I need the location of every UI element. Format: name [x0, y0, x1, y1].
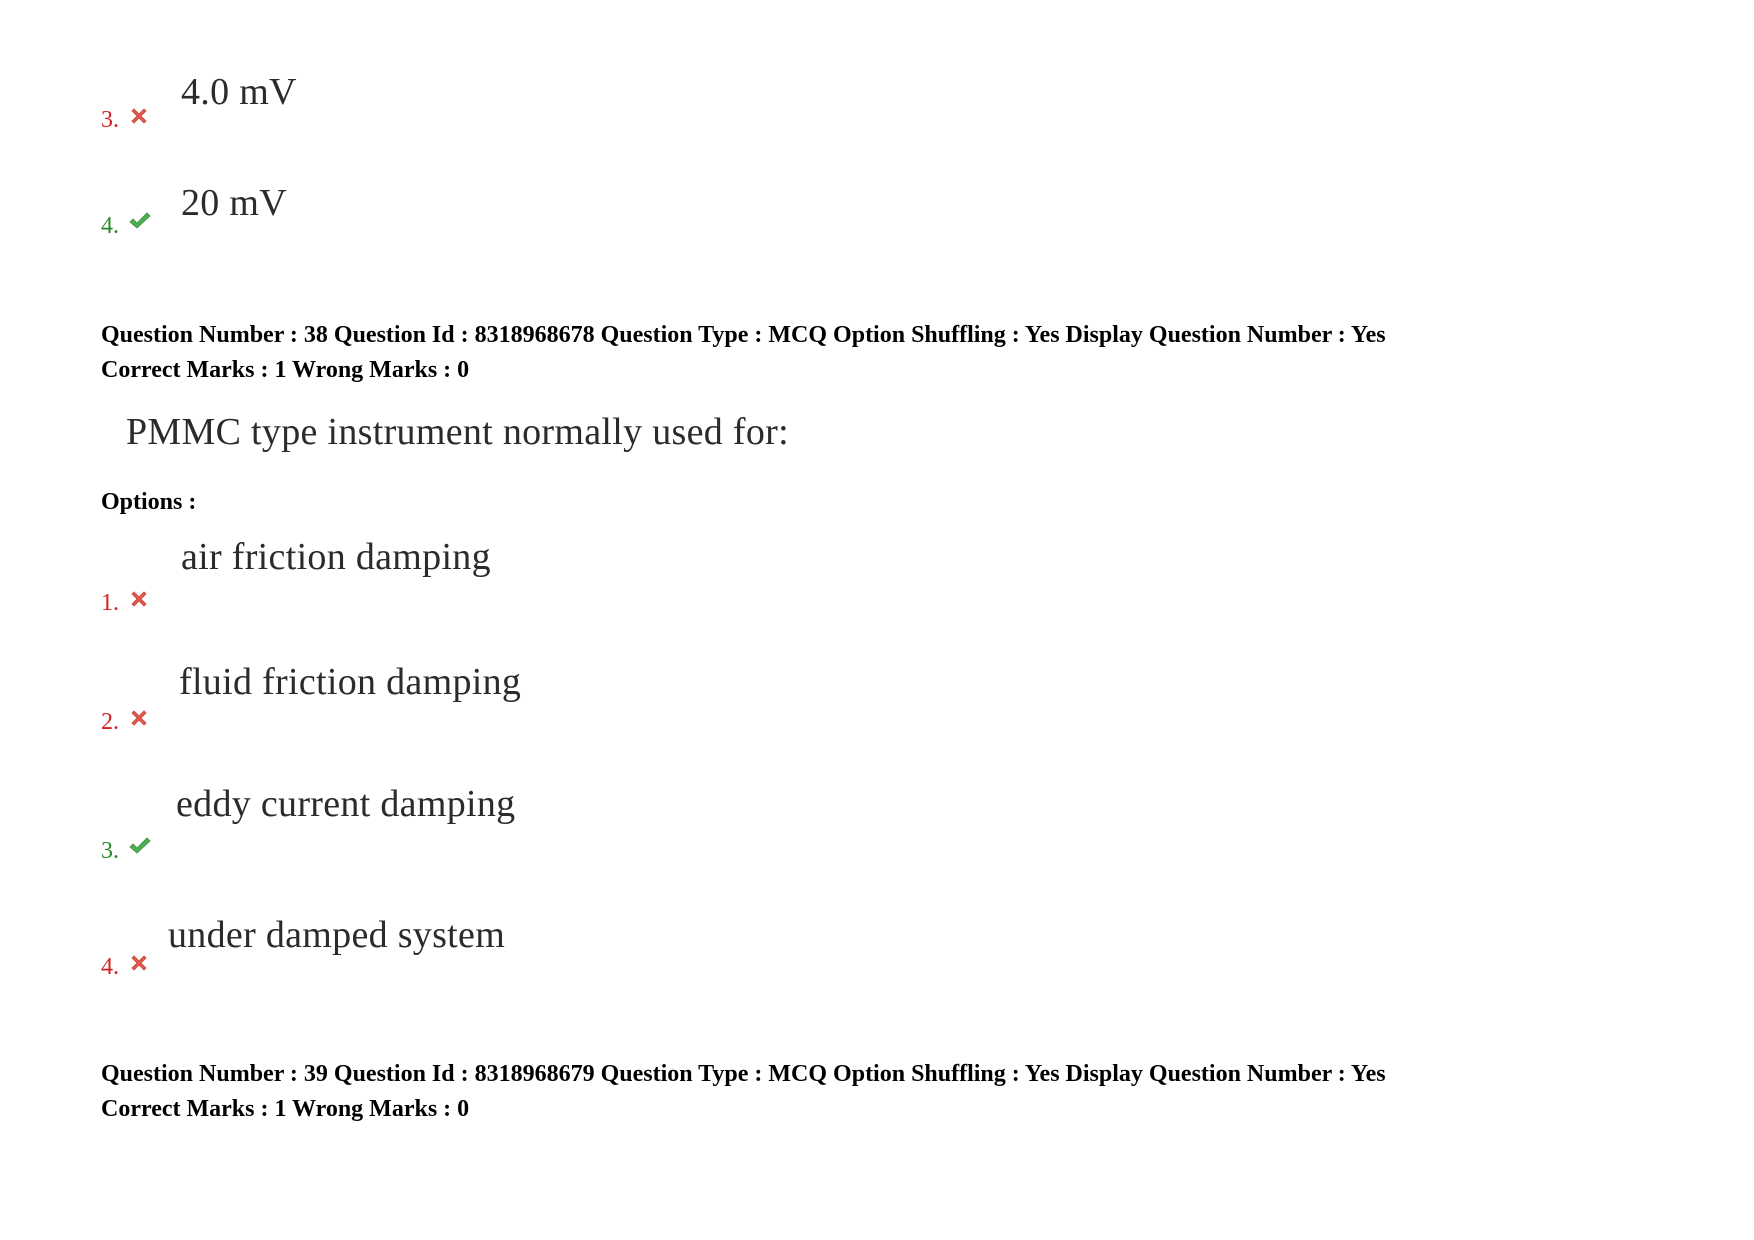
question-marks-line: Correct Marks : 1 Wrong Marks : 0 [101, 1096, 470, 1122]
check-icon [127, 209, 151, 233]
option-number: 3. [101, 838, 119, 864]
option-number: 3. [101, 107, 119, 133]
option-number: 4. [101, 213, 119, 239]
option-number: 2. [101, 709, 119, 735]
option-text: air friction damping [181, 536, 491, 578]
option-text: under damped system [168, 914, 506, 956]
cross-icon [127, 951, 151, 975]
question-text: PMMC type instrument normally used for: [126, 411, 789, 453]
option-text: eddy current damping [176, 783, 516, 825]
options-label: Options : [101, 489, 197, 515]
option-text: 20 mV [181, 182, 287, 224]
question-marks-line: Correct Marks : 1 Wrong Marks : 0 [101, 357, 470, 383]
cross-icon [127, 587, 151, 611]
option-number: 1. [101, 590, 119, 616]
cross-icon [127, 104, 151, 128]
question-header [101, 318, 1386, 388]
question-meta-line: Question Number : 38 Question Id : 8318968678 Question Type : MCQ Option Shuffling : Yes Display Question Number : Yes [101, 322, 1386, 348]
question-meta-line: Question Number : 39 Question Id : 8318968679 Question Type : MCQ Option Shuffling : Yes Display Question Number : Yes [101, 1061, 1386, 1087]
option-number: 4. [101, 954, 119, 980]
check-icon [127, 834, 151, 858]
cross-icon [127, 706, 151, 730]
option-text: fluid friction damping [179, 661, 522, 703]
option-text: 4.0 mV [181, 71, 297, 113]
question-header [101, 1057, 1386, 1127]
